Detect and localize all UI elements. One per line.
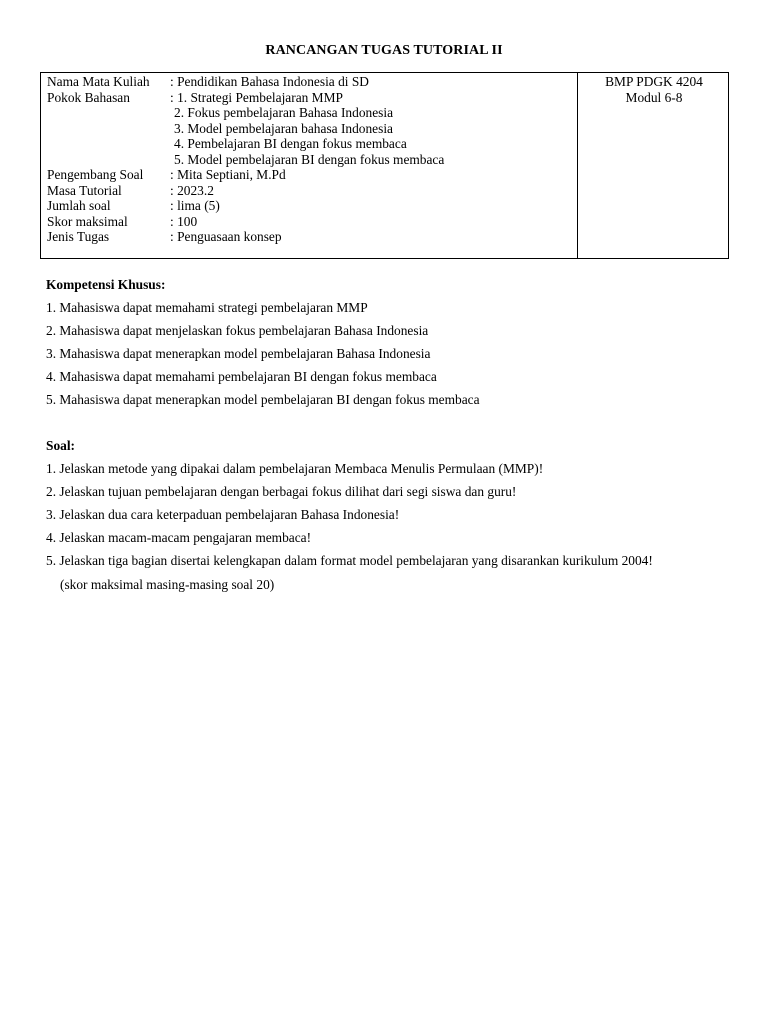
count-value: : lima (5) xyxy=(170,198,220,213)
competency-item: 3. Mahasiswa dapat menerapkan model pembelajaran Bahasa Indonesia xyxy=(46,346,431,361)
topic-item: : 1. Strategi Pembelajaran MMP xyxy=(170,89,343,105)
question-item: 2. Jelaskan tujuan pembelajaran dengan berbagai fokus dilihat dari segi siswa dan guru! xyxy=(46,484,517,499)
question-item: 4. Jelaskan macam-macam pengajaran membaca! xyxy=(46,530,312,545)
topic-item: 5. Model pembelajaran BI dengan fokus membaca xyxy=(174,152,445,167)
score-note: (skor maksimal masing-masing soal 20) xyxy=(60,577,275,592)
course-value: : Pendidikan Bahasa Indonesia di SD xyxy=(170,74,369,89)
developer-label: Pengembang Soal xyxy=(47,167,144,182)
score-value: : 100 xyxy=(170,213,198,229)
course-info-table xyxy=(40,72,729,259)
competency-item: 4. Mahasiswa dapat memahami pembelajaran BI dengan fokus membaca xyxy=(46,369,437,384)
topic-item: 3. Model pembelajaran bahasa Indonesia xyxy=(174,120,394,136)
question-item: 3. Jelaskan dua cara keterpaduan pembelajaran Bahasa Indonesia! xyxy=(46,507,400,522)
questions-heading: Soal: xyxy=(46,438,76,453)
topic-item: 2. Fokus pembelajaran Bahasa Indonesia xyxy=(174,105,394,120)
count-label: Jumlah soal xyxy=(47,198,111,213)
score-label: Skor maksimal xyxy=(47,213,128,229)
course-code: BMP PDGK 4204 xyxy=(605,74,703,89)
developer-value: : Mita Septiani, M.Pd xyxy=(170,167,286,182)
document-title: RANCANGAN TUGAS TUTORIAL II xyxy=(265,43,503,58)
course-label: Nama Mata Kuliah xyxy=(47,74,150,89)
question-item: 5. Jelaskan tiga bagian disertai kelengkapan dalam format model pembelajaran yang disarankan kurikulum 2004! xyxy=(46,553,653,568)
competency-heading: Kompetensi Khusus: xyxy=(46,277,166,292)
period-value: : 2023.2 xyxy=(170,182,214,198)
topic-label: Pokok Bahasan xyxy=(47,89,130,105)
competency-item: 5. Mahasiswa dapat menerapkan model pembelajaran BI dengan fokus membaca xyxy=(46,392,480,407)
competency-item: 2. Mahasiswa dapat menjelaskan fokus pembelajaran Bahasa Indonesia xyxy=(46,323,429,338)
competency-item: 1. Mahasiswa dapat memahami strategi pembelajaran MMP xyxy=(46,300,368,315)
topic-item: 4. Pembelajaran BI dengan fokus membaca xyxy=(174,136,407,151)
period-label: Masa Tutorial xyxy=(47,182,122,198)
question-item: 1. Jelaskan metode yang dipakai dalam pembelajaran Membaca Menulis Permulaan (MMP)! xyxy=(46,461,544,476)
type-value: : Penguasaan konsep xyxy=(170,229,282,244)
type-label: Jenis Tugas xyxy=(47,229,110,244)
module-range: Modul 6-8 xyxy=(625,89,683,105)
